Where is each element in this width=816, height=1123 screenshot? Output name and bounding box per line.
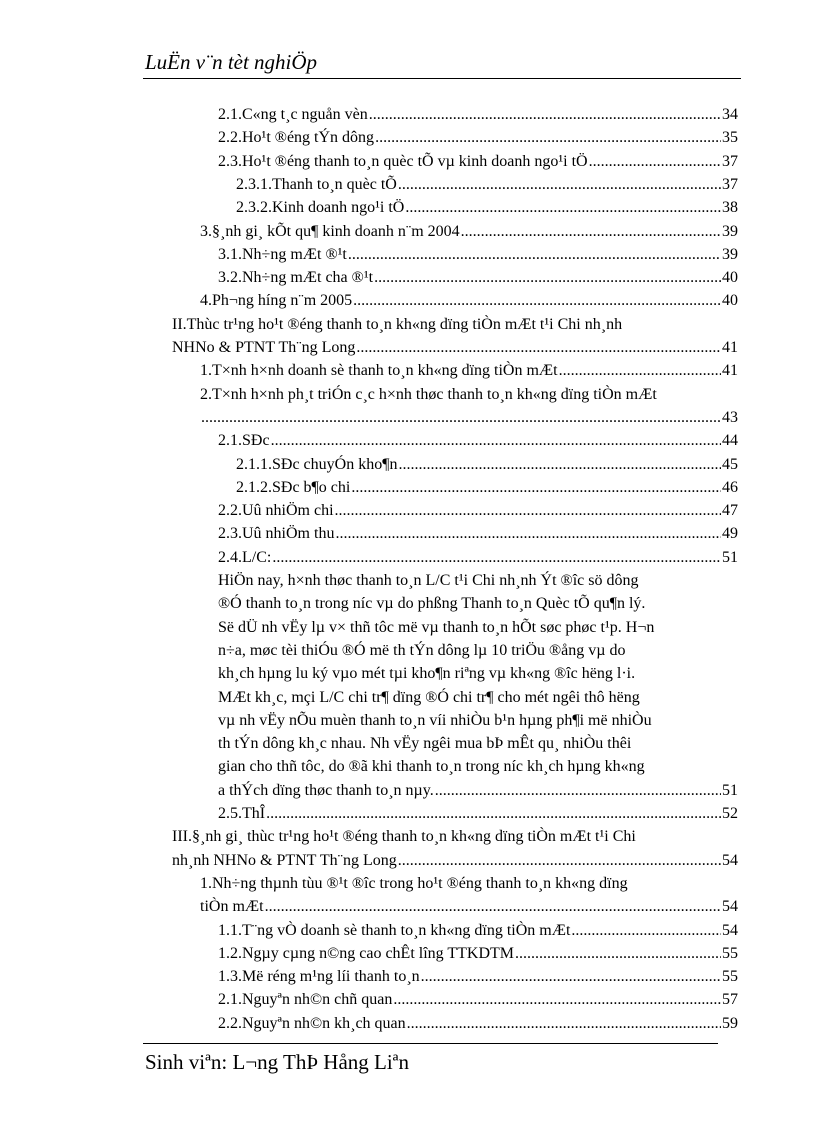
toc-dot-leader bbox=[405, 196, 721, 220]
page-header-title: LuËn v¨n tèt nghiÖp bbox=[145, 50, 318, 74]
toc-page-number: 51 bbox=[722, 782, 738, 799]
toc-entry-title: 3.2.Nh÷ng mÆt cha ®¹t bbox=[218, 269, 374, 286]
toc-page-number: 45 bbox=[722, 456, 738, 473]
toc-dot-leader bbox=[335, 499, 721, 523]
footer-rule bbox=[143, 1043, 718, 1044]
toc-page-number: 39 bbox=[722, 223, 738, 240]
toc-page-number: 37 bbox=[722, 176, 738, 193]
toc-text-line: Së dÜ nh vËy lµ v× thñ tôc më vµ thanh to¸n hÕt søc phøc t¹p. H¬n bbox=[218, 619, 655, 636]
toc-entry-title: 2.1.C«ng t¸c nguån vèn bbox=[218, 106, 368, 123]
toc-entry bbox=[236, 196, 738, 220]
toc-text-line: II.Thùc tr¹ng ho¹t ®éng thanh to¸n kh«ng dïng tiÒn mÆt t¹i Chi nh¸nh bbox=[172, 316, 623, 333]
toc-entry-title: 1.1.T¨ng vÒ doanh sè thanh to¸n kh«ng dïng tiÒn mÆt bbox=[218, 922, 571, 939]
toc-text-line: ®Ó thanh to¸n trong níc vµ do phßng Thanh to¸n Quèc tÕ qu¶n lý. bbox=[218, 595, 646, 612]
toc-dot-leader bbox=[589, 150, 721, 174]
toc-entry bbox=[218, 150, 738, 174]
toc-entry bbox=[236, 476, 738, 500]
toc-entry bbox=[218, 243, 738, 267]
header-rule bbox=[143, 78, 741, 79]
toc-entry-title: 2.5.ThÎ bbox=[218, 805, 266, 822]
toc-entry bbox=[218, 779, 738, 803]
toc-dot-leader bbox=[515, 942, 721, 966]
toc-text-line: n÷a, møc tèi thiÓu ®Ó më th tÝn dông lµ 10 triÖu ®ång vµ do bbox=[218, 642, 626, 659]
toc-entry bbox=[200, 406, 738, 430]
toc-dot-leader bbox=[271, 429, 721, 453]
toc-dot-leader bbox=[461, 220, 721, 244]
toc-dot-leader bbox=[356, 336, 721, 360]
toc-entry bbox=[218, 802, 738, 826]
toc-dot-leader bbox=[398, 849, 721, 873]
toc-entry bbox=[200, 220, 738, 244]
toc-page-number: 37 bbox=[722, 153, 738, 170]
toc-entry-title: 2.1.Nguyªn nh©n chñ quan bbox=[218, 991, 393, 1008]
toc-entry bbox=[236, 453, 738, 477]
toc-text-line: gian cho thñ tôc, do ®ã khi thanh to¸n trong níc kh¸ch hµng kh«ng bbox=[218, 758, 645, 775]
toc-page-number: 54 bbox=[722, 922, 738, 939]
toc-dot-leader bbox=[351, 476, 721, 500]
toc-dot-leader bbox=[272, 546, 721, 570]
toc-entry-title: 2.2.Ho¹t ®éng tÝn dông bbox=[218, 129, 375, 146]
toc-entry-title: 3.§¸nh gi¸ kÕt qu¶ kinh doanh n¨m 2004 bbox=[200, 223, 460, 240]
toc-entry bbox=[172, 336, 738, 360]
toc-page-number: 51 bbox=[722, 549, 738, 566]
toc-text-line: 1.Nh÷ng thµnh tùu ®¹t ®îc trong ho¹t ®éng thanh to¸n kh«ng dïng bbox=[200, 875, 628, 892]
toc-dot-leader bbox=[421, 965, 721, 989]
toc-entry bbox=[200, 895, 738, 919]
toc-page-number: 47 bbox=[722, 502, 738, 519]
toc-entry bbox=[200, 359, 738, 383]
toc-page-number: 46 bbox=[722, 479, 738, 496]
toc-entry-title: 2.3.Uû nhiÖm thu bbox=[218, 525, 335, 542]
toc-page-number: 34 bbox=[722, 106, 738, 123]
toc-page-number: 40 bbox=[722, 269, 738, 286]
toc-dot-leader bbox=[559, 359, 721, 383]
toc-entry-title: 2.3.2.Kinh doanh ngo¹i tÖ bbox=[236, 199, 405, 216]
toc-entry-title: NHNo & PTNT Th¨ng Long bbox=[172, 339, 356, 356]
toc-entry-title: nh¸nh NHNo & PTNT Th¨ng Long bbox=[172, 852, 397, 869]
toc-entry bbox=[218, 103, 738, 127]
toc-entry-title: 2.1.2.SÐc b¶o chi bbox=[236, 479, 351, 496]
toc-dot-leader bbox=[348, 243, 721, 267]
toc-entry-title: 3.1.Nh÷ng mÆt ®¹t bbox=[218, 246, 347, 263]
toc-entry bbox=[218, 1012, 738, 1036]
toc-text-line: th tÝn dông kh¸c nhau. Nh vËy ngêi mua bÞ mÊt qu¸ nhiÒu thêi bbox=[218, 735, 632, 752]
toc-page-number: 38 bbox=[722, 199, 738, 216]
toc-dot-leader bbox=[393, 988, 721, 1012]
toc-dot-leader bbox=[375, 126, 721, 150]
toc-dot-leader bbox=[398, 453, 721, 477]
toc-entry bbox=[218, 988, 738, 1012]
toc-entry-title: 2.2.Nguyªn nh©n kh¸ch quan bbox=[218, 1015, 406, 1032]
toc-entry bbox=[218, 126, 738, 150]
toc-dot-leader bbox=[398, 173, 721, 197]
toc-entry-title: 1.2.Ngµy cµng n©ng cao chÊt lîng TTKDTM bbox=[218, 945, 515, 962]
toc-text-line: kh¸ch hµng lu ký vµo mét tµi kho¶n riªng vµ kh«ng ®îc hëng l·i. bbox=[218, 665, 636, 682]
toc-page-number: 55 bbox=[722, 945, 738, 962]
toc-page-number: 44 bbox=[722, 432, 738, 449]
toc-entry-title: 2.1.SÐc bbox=[218, 432, 270, 449]
toc-entry bbox=[218, 522, 738, 546]
toc-entry-title: 2.2.Uû nhiÖm chi bbox=[218, 502, 334, 519]
toc-text-line: HiÖn nay, h×nh thøc thanh to¸n L/C t¹i Chi nh¸nh Ýt ®îc sö dông bbox=[218, 572, 639, 589]
toc-entry-title: 2.1.1.SÐc chuyÓn kho¶n bbox=[236, 456, 398, 473]
toc-text-line: 2.T×nh h×nh ph¸t triÓn c¸c h×nh thøc thanh to¸n kh«ng dïng tiÒn mÆt bbox=[200, 386, 657, 403]
toc-text-line: vµ nh vËy nÕu muèn thanh to¸n víi nhiÒu b¹n hµng ph¶i më nhiÒu bbox=[218, 712, 652, 729]
toc-entry bbox=[218, 919, 738, 943]
toc-entry-title: 1.T×nh h×nh doanh sè thanh to¸n kh«ng dïng tiÒn mÆt bbox=[200, 362, 558, 379]
toc-entry-title: 4.Ph¬ng híng n¨m 2005 bbox=[200, 292, 353, 309]
toc-page-number: 54 bbox=[722, 852, 738, 869]
toc-entry bbox=[218, 429, 738, 453]
toc-entry bbox=[236, 173, 738, 197]
toc-dot-leader bbox=[374, 266, 721, 290]
toc-dot-leader bbox=[407, 1012, 721, 1036]
toc-page-number: 43 bbox=[722, 409, 738, 426]
toc-page-number: 59 bbox=[722, 1015, 738, 1032]
toc-page-number: 52 bbox=[722, 805, 738, 822]
toc-page-number: 41 bbox=[722, 362, 738, 379]
toc-page-number: 40 bbox=[722, 292, 738, 309]
toc-page-number: 39 bbox=[722, 246, 738, 263]
toc-dot-leader bbox=[266, 802, 721, 826]
toc-entry bbox=[218, 965, 738, 989]
toc-entry bbox=[218, 942, 738, 966]
toc-entry-title: 2.3.Ho¹t ®éng thanh to¸n quèc tÕ vµ kinh doanh ngo¹i tÖ bbox=[218, 153, 588, 170]
toc-dot-leader bbox=[335, 522, 721, 546]
toc-dot-leader bbox=[435, 779, 721, 803]
toc-page-number: 41 bbox=[722, 339, 738, 356]
toc-text-line: MÆt kh¸c, mçi L/C chi tr¶ dïng ®Ó chi tr¶ cho mét ngêi thô hëng bbox=[218, 689, 640, 706]
toc-entry-title: 1.3.Më réng m¹ng líi thanh to¸n bbox=[218, 968, 420, 985]
toc-entry-title: a thÝch dïng thøc thanh to¸n nµy. bbox=[218, 782, 434, 799]
toc-page-number: 49 bbox=[722, 525, 738, 542]
toc-entry-title: 2.4.L/C: bbox=[218, 549, 272, 566]
toc-entry bbox=[218, 546, 738, 570]
toc-page-number: 57 bbox=[722, 991, 738, 1008]
toc-text-line: III.§¸nh gi¸ thùc tr¹ng ho¹t ®éng thanh to¸n kh«ng dïng tiÒn mÆt t¹i Chi bbox=[172, 828, 636, 845]
toc-entry bbox=[218, 499, 738, 523]
toc-dot-leader bbox=[353, 289, 721, 313]
toc-entry bbox=[172, 849, 738, 873]
toc-entry-title: tiÒn mÆt bbox=[200, 898, 264, 915]
footer-author: Sinh viªn: L¬ng ThÞ Hång Liªn bbox=[145, 1050, 409, 1074]
toc-page-number: 35 bbox=[722, 129, 738, 146]
toc-entry bbox=[200, 289, 738, 313]
toc-entry-title: 2.3.1.Thanh to¸n quèc tÕ bbox=[236, 176, 397, 193]
toc-dot-leader bbox=[265, 895, 721, 919]
toc-dot-leader bbox=[369, 103, 721, 127]
toc-dot-leader bbox=[201, 406, 721, 430]
toc-entry bbox=[218, 266, 738, 290]
toc-page-number: 54 bbox=[722, 898, 738, 915]
toc-page-number: 55 bbox=[722, 968, 738, 985]
toc-dot-leader bbox=[571, 919, 721, 943]
